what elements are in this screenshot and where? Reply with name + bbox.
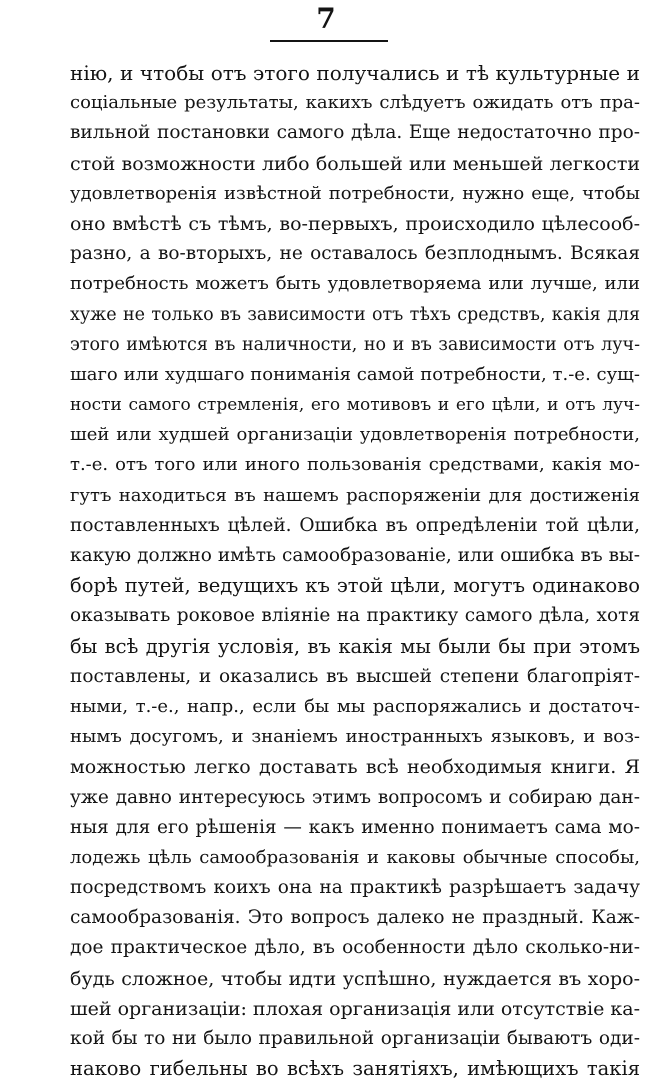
text-line: наково гибельны во всѣхъ занятіяхъ, имѣющихъ такія [70,1057,640,1081]
text-line: шаго или худшаго пониманія самой потребности, т.-е. сущ- [70,363,640,385]
text-line: стой возможности либо большей или меньшей легкости [70,152,640,175]
text-line: нымъ досугомъ, и знаніемъ иностранныхъ языковъ, и воз- [70,726,640,748]
text-line: гутъ находиться въ нашемъ распоряженіи для достиженія [70,484,640,506]
text-line: кой бы то ни было правильной организаціи бываютъ оди- [70,1028,640,1049]
text-line: самообразованія. Это вопросъ далеко не праздный. Каж- [70,907,640,929]
text-line: ныя для его рѣшенія — какъ именно понимаетъ сама мо- [70,816,640,838]
text-line: ными, т.-е., напр., если бы мы распоряжались и достаточ- [70,695,640,717]
text-line: лодежь цѣль самообразованія и каковы обычные способы, [70,846,640,868]
text-line: борѣ путей, ведущихъ къ этой цѣли, могутъ одинаково [70,574,640,598]
text-line: потребность можетъ быть удовлетворяема или лучше, или [70,273,640,295]
text-line: ности самого стремленія, его мотивовъ и его цѣли, и отъ луч- [70,395,640,416]
text-line: можностью легко доставать всѣ необходимыя книги. Я [70,756,640,779]
text-line: оно вмѣстѣ съ тѣмъ, во-первыхъ, происходило цѣлесооб- [70,212,640,235]
text-line: вильной постановки самого дѣла. Еще недостаточно про- [70,122,640,144]
text-line: поставлены, и оказались въ высшей степени благопріят- [70,665,640,687]
text-line: будь сложное, чтобы идти успѣшно, нуждается въ хоро- [70,967,640,990]
header-rule [270,40,388,42]
text-line: какую должно имѣть самообразованіе, или ошибка въ вы- [70,545,640,566]
text-line: поставленныхъ цѣлей. Ошибка въ опредѣленіи той цѣли, [70,514,640,536]
text-line: бы всѣ другія условія, въ какія мы были бы при этомъ [70,634,640,658]
text-line: удовлетворенія извѣстной потребности, нужно еще, чтобы [70,182,640,204]
body-text [70,58,640,1084]
page-number: 7 [316,2,336,35]
text-line: посредствомъ коихъ она на практикѣ разрѣшаетъ задачу [70,877,640,899]
text-line: шей организаціи: плохая организація или отсутствіе ка- [70,997,640,1020]
text-line: соціальные результаты, какихъ слѣдуетъ ожидать отъ пра- [70,92,640,114]
text-line: уже давно интересуюсь этимъ вопросомъ и собираю дан- [70,786,640,808]
text-line: хуже не только въ зависимости отъ тѣхъ средствъ, какія для [70,304,640,325]
text-line: оказывать роковое вліяніе на практику самого дѣла, хотя [70,605,640,627]
text-line: этого имѣются въ наличности, но и въ зависимости отъ луч- [70,334,640,355]
text-line: т.-е. отъ того или иного пользованія средствами, какія мо- [70,454,640,476]
text-line: разно, а во-вторыхъ, не оставалось безплоднымъ. Всякая [70,243,640,265]
text-line: шей или худшей организаціи удовлетворенія потребности, [70,424,640,446]
text-line: нію, и чтобы отъ этого получались и тѣ культурные и [70,61,640,85]
text-line: дое практическое дѣло, въ особенности дѣло сколько-ни- [70,937,640,959]
